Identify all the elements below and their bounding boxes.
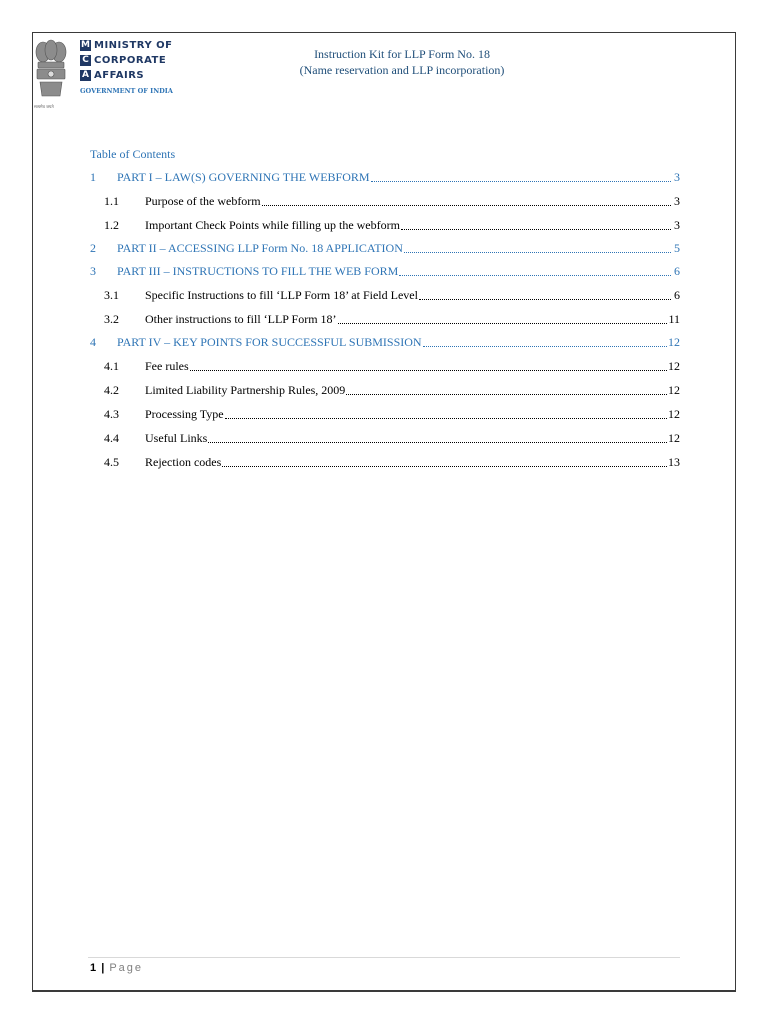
toc-leader-dots — [371, 180, 671, 182]
toc-entry-page: 11 — [668, 312, 680, 326]
toc-leader-dots — [404, 251, 671, 253]
toc-entry[interactable] — [90, 350, 680, 374]
toc-entry-title: Processing Type — [145, 407, 224, 421]
toc-entry-number: 4.1 — [104, 359, 119, 373]
toc-entry-page: 12 — [668, 383, 680, 397]
toc-leader-dots — [208, 441, 667, 443]
toc-leader-dots — [399, 274, 671, 276]
document-header-title — [262, 46, 542, 78]
logo-government: GOVERNMENT OF INDIA — [80, 87, 173, 95]
toc-entry-number: 4.5 — [104, 455, 119, 469]
logo-word-ministry: MINISTRY OF — [94, 40, 173, 51]
footer-page-word: Page — [109, 962, 144, 974]
logo-letter-a: A — [80, 70, 91, 81]
toc-entry[interactable] — [90, 209, 680, 233]
toc-entry-page: 12 — [668, 407, 680, 421]
toc-entry-page: 12 — [668, 431, 680, 445]
toc-entry-page: 6 — [674, 288, 680, 302]
toc-entry-title: Fee rules — [145, 359, 189, 373]
logo-word-corporate: CORPORATE — [94, 55, 167, 66]
toc-leader-dots — [419, 298, 671, 300]
toc-leader-dots — [346, 393, 667, 395]
toc-entry-title: Purpose of the webform — [145, 194, 261, 208]
state-emblem-icon — [34, 38, 68, 112]
toc-entry[interactable] — [90, 374, 680, 398]
toc-entry-page: 6 — [674, 264, 680, 278]
emblem-caption: सत्यमेव जयते — [34, 104, 54, 109]
toc-leader-dots — [225, 417, 667, 419]
page-footer — [90, 962, 143, 974]
toc-entry[interactable] — [90, 303, 680, 327]
header-title-line2: (Name reservation and LLP incorporation) — [299, 63, 505, 77]
toc-entry-title: PART IV – KEY POINTS FOR SUCCESSFUL SUBMISSION — [117, 335, 422, 349]
logo-row-corporate — [80, 53, 173, 68]
toc-leader-dots — [338, 322, 668, 324]
mca-logo — [80, 38, 173, 95]
toc-entry-page: 3 — [674, 170, 680, 184]
toc-entry-number: 1.2 — [104, 218, 119, 232]
toc-entry-page: 3 — [674, 218, 680, 232]
toc-entry[interactable] — [90, 327, 680, 350]
toc-leader-dots — [262, 204, 671, 206]
toc-heading: Table of Contents — [90, 147, 176, 161]
toc-entry-title: Useful Links — [145, 431, 208, 445]
toc-entry-number: 1.1 — [104, 194, 119, 208]
toc-entry[interactable] — [90, 446, 680, 470]
toc-entry-title: Limited Liability Partnership Rules, 2009 — [145, 383, 346, 397]
toc-entry-number: 4 — [90, 335, 96, 349]
toc-entry[interactable] — [90, 185, 680, 209]
toc-entry-number: 4.3 — [104, 407, 119, 421]
toc-entry-number: 4.2 — [104, 383, 119, 397]
toc-entry[interactable] — [90, 162, 680, 185]
footer-divider — [88, 957, 680, 958]
logo-letter-m: M — [81, 40, 90, 50]
logo-letter-c: C — [80, 55, 91, 66]
toc-leader-dots — [190, 369, 667, 371]
toc-entry-number: 3.2 — [104, 312, 119, 326]
toc-entry-number: 3.1 — [104, 288, 119, 302]
toc-entry[interactable] — [90, 233, 680, 256]
toc-entry-page: 5 — [674, 241, 680, 255]
toc-entry-number: 4.4 — [104, 431, 119, 445]
toc-entry-page: 3 — [674, 194, 680, 208]
toc-leader-dots — [222, 465, 667, 467]
toc-leader-dots — [423, 345, 667, 347]
toc-entry[interactable] — [90, 422, 680, 446]
toc-entry-title: Other instructions to fill ‘LLP Form 18’ — [145, 312, 337, 326]
toc-list — [90, 162, 680, 470]
toc-entry-title: PART I – LAW(S) GOVERNING THE WEBFORM — [117, 170, 370, 184]
toc-entry-title: PART II – ACCESSING LLP Form No. 18 APPLICATION — [117, 241, 403, 255]
table-of-contents — [90, 146, 680, 470]
toc-entry[interactable] — [90, 279, 680, 303]
toc-entry-number: 3 — [90, 264, 96, 278]
header-title-line1: Instruction Kit for LLP Form No. 18 — [314, 47, 490, 61]
toc-entry[interactable] — [90, 256, 680, 279]
toc-leader-dots — [401, 228, 671, 230]
toc-entry-number: 2 — [90, 241, 96, 255]
toc-entry-title: PART III – INSTRUCTIONS TO FILL THE WEB FORM — [117, 264, 399, 278]
toc-entry-number: 1 — [90, 170, 96, 184]
footer-page-number: 1 — [90, 962, 97, 974]
toc-entry-page: 12 — [668, 359, 680, 373]
toc-entry-title: Specific Instructions to fill ‘LLP Form 18’ at Field Level — [145, 288, 418, 302]
toc-entry[interactable] — [90, 398, 680, 422]
toc-entry-title: Important Check Points while filling up the webform — [145, 218, 400, 232]
logo-row-affairs — [80, 68, 173, 83]
logo-row-ministry — [80, 38, 173, 53]
toc-entry-page: 13 — [668, 455, 680, 469]
logo-word-affairs: AFFAIRS — [94, 70, 145, 81]
footer-separator: | — [101, 962, 105, 974]
toc-entry-title: Rejection codes — [145, 455, 222, 469]
toc-entry-page: 12 — [668, 335, 680, 349]
